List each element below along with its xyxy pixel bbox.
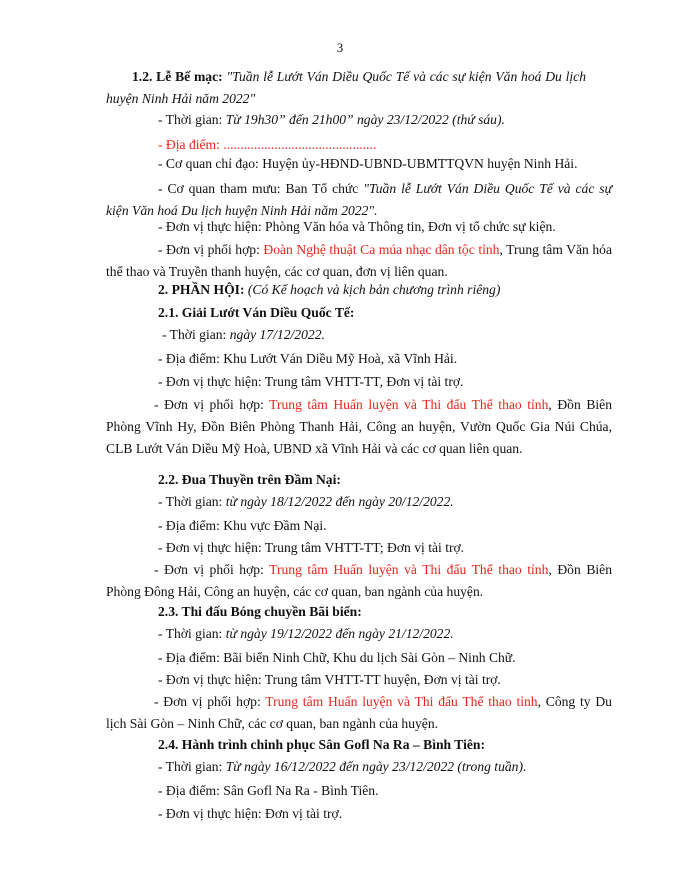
boat-executor: - Đơn vị thực hiện: Trung tâm VHTT-TT; Đơn vị tài trợ. — [158, 540, 465, 555]
kite-coop-label: - Đơn vị phối hợp: — [154, 397, 270, 412]
closing-heading — [106, 66, 586, 110]
kite-executor: - Đơn vị thực hiện: Trung tâm VHTT-TT, Đơn vị tài trợ. — [158, 374, 464, 389]
section2-note: (Có Kế hoạch và kịch bản chương trình riêng) — [244, 282, 501, 297]
boat-heading: 2.2. Đua Thuyền trên Đầm Nại: — [158, 472, 341, 487]
golf-venue: - Địa điểm: Sân Gofl Na Ra - Bình Tiên. — [158, 783, 379, 798]
boat-coop-red: Trung tâm Huấn luyện và Thi đấu Thể thao tỉnh — [269, 562, 549, 577]
boat-coop-rest: , Đồn Biên Phòng Đông Hải, Công an huyện, các cơ quan, ban ngành của huyện. — [106, 562, 612, 599]
closing-venue: - Địa điểm: ............................................. — [158, 137, 377, 152]
kite-coop-rest: , Đồn Biên Phòng Vĩnh Hy, Đồn Biên Phòng Thanh Hải, Công an huyện, Vườn Quốc Gia Núi Chúa, CLB Lướt Ván Diều Mỹ Hoà, UBND xã Vĩnh Hải và các cơ quan liên quan. — [106, 397, 612, 456]
volleyball-time-label: - Thời gian: — [158, 626, 226, 641]
closing-coop-red: Đoàn Nghệ thuật Ca múa nhạc dân tộc tỉnh — [263, 242, 500, 257]
volleyball-time-value: từ ngày 19/12/2022 đến ngày 21/12/2022. — [225, 626, 454, 641]
boat-time-value: từ ngày 18/12/2022 đến ngày 20/12/2022. — [225, 494, 454, 509]
golf-executor: - Đơn vị thực hiện: Đơn vị tài trợ. — [158, 806, 343, 821]
closing-heading-number: 1.2. Lễ Bế mạc: — [132, 69, 223, 84]
kite-time-label: - Thời gian: — [162, 327, 230, 342]
volleyball-coop-label: - Đơn vị phối hợp: — [154, 694, 266, 709]
closing-coop-label: - Đơn vị phối hợp: — [158, 242, 264, 257]
boat-coop-label: - Đơn vị phối hợp: — [154, 562, 270, 577]
boat-coop — [106, 559, 612, 603]
closing-time-value: Từ 19h30” đến 21h00” ngày 23/12/2022 (thứ sáu). — [222, 112, 505, 127]
kite-time-value: ngày 17/12/2022. — [229, 327, 325, 342]
volleyball-heading: 2.3. Thi đấu Bóng chuyền Bãi biển: — [158, 604, 362, 619]
closing-time-label: - Thời gian: — [158, 112, 223, 127]
closing-heading-title: "Tuần lễ Lướt Ván Diều Quốc Tế và các sự kiện Văn hoá Du lịch huyện Ninh Hải năm 2022" — [106, 69, 587, 106]
volleyball-venue: - Địa điểm: Bãi biển Ninh Chữ, Khu du lịch Sài Gòn – Ninh Chữ. — [158, 650, 516, 665]
volleyball-executor: - Đơn vị thực hiện: Trung tâm VHTT-TT huyện, Đơn vị tài trợ. — [158, 672, 501, 687]
boat-venue: - Địa điểm: Khu vực Đầm Nại. — [158, 518, 327, 533]
closing-coop — [106, 239, 612, 283]
volleyball-coop-rest: , Công ty Du lịch Sài Gòn – Ninh Chữ, các cơ quan, ban ngành của huyện. — [106, 694, 612, 731]
closing-advisor-value: "Tuần lễ Lướt Ván Diều Quốc Tế và các sự kiện Văn hoá Du lịch huyện Ninh Hải năm 2022". — [106, 181, 612, 218]
closing-executor: - Đơn vị thực hiện: Phòng Văn hóa và Thông tin, Đơn vị tổ chức sự kiện. — [158, 219, 556, 234]
volleyball-coop-red: Trung tâm Huấn luyện và Thi đấu Thể thao tỉnh — [265, 694, 538, 709]
kite-heading: 2.1. Giải Lướt Ván Diều Quốc Tế: — [158, 305, 355, 320]
golf-time-value: Từ ngày 16/12/2022 đến ngày 23/12/2022 (trong tuần). — [225, 759, 527, 774]
kite-coop — [106, 394, 612, 460]
page-number: 3 — [336, 40, 344, 55]
closing-director: - Cơ quan chỉ đạo: Huyện ủy-HĐND-UBND-UBMTTQVN huyện Ninh Hải. — [158, 156, 578, 171]
closing-time — [158, 112, 505, 128]
golf-time — [158, 759, 526, 775]
kite-time — [162, 327, 325, 343]
section2-title: 2. PHẦN HỘI: — [158, 282, 245, 297]
golf-heading: 2.4. Hành trình chinh phục Sân Gofl Na Ra – Bình Tiên: — [158, 737, 485, 752]
closing-advisor-label: - Cơ quan tham mưu: Ban Tổ chức — [158, 181, 359, 196]
kite-venue: - Địa điểm: Khu Lướt Ván Diều Mỹ Hoà, xã Vĩnh Hải. — [158, 351, 458, 366]
volleyball-coop — [106, 691, 612, 735]
closing-advisor — [106, 178, 612, 222]
boat-time-label: - Thời gian: — [158, 494, 226, 509]
closing-coop-rest: , Trung tâm Văn hóa thể thao và Truyền thanh huyện, các cơ quan, đơn vị liên quan. — [106, 242, 612, 279]
section2-heading — [158, 282, 500, 298]
volleyball-time — [158, 626, 454, 642]
golf-time-label: - Thời gian: — [158, 759, 226, 774]
kite-coop-red: Trung tâm Huấn luyện và Thi đấu Thể thao tỉnh — [269, 397, 549, 412]
boat-time — [158, 494, 454, 510]
